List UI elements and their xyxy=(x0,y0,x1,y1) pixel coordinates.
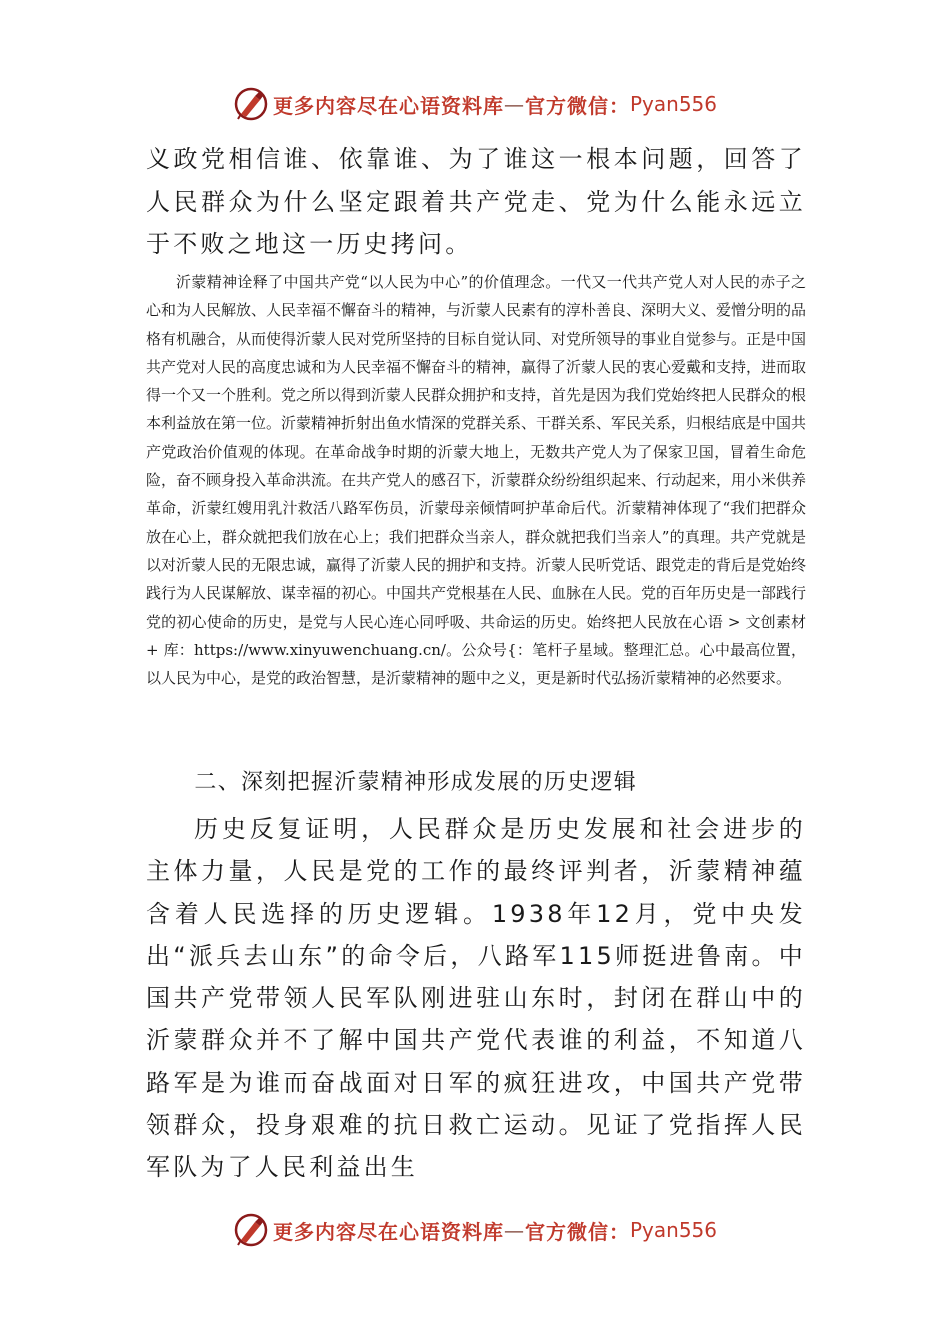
section-heading xyxy=(146,763,806,803)
banner-wechat-id: Pyan556 xyxy=(629,1218,717,1242)
section-heading-text: 二、深刻把握沂蒙精神形成发展的历史逻辑 xyxy=(194,770,638,795)
paragraph-1-text: 义政党相信谁、依靠谁、为了谁这一根本问题，回答了人民群众为什么坚定跟着共产党走、党为什么能永远立于不败之地这一历史拷问。 xyxy=(146,145,806,258)
pen-nib-logo-icon xyxy=(233,86,269,122)
paragraph-3-text: 历史反复证明，人民群众是历史发展和社会进步的主体力量，人民是党的工作的最终评判者，沂蒙精神蕴含着人民选择的历史逻辑。1938年12月，党中央发出“派兵去山东”的命令后，八路军115师挺进鲁南。中国共产党带领人民军队刚进驻山东时，封闭在群山中的沂蒙群众并不了解中国共产党代表谁的利益，不知道八路军是为谁而奋战面对日军的疯狂进攻，中国共产党带领群众，投身艰难的抗日救亡运动。见证了党指挥人民军队为了人民利益出生 xyxy=(146,815,806,1182)
banner-brand-text: 更多内容尽在心语资料库 xyxy=(272,1219,504,1244)
footer-banner xyxy=(0,1210,950,1250)
banner-separator: — xyxy=(503,92,525,116)
banner-wechat-label: 官方微信： xyxy=(524,1219,630,1244)
paragraph-body-small xyxy=(146,268,806,692)
paragraph-2-text: 沂蒙精神诠释了中国共产党“以人民为中心”的价值理念。一代又一代共产党人对人民的赤子之心和为人民解放、人民幸福不懈奋斗的精神，与沂蒙人民素有的淳朴善良、深明大义、爱憎分明的品格有机融合，从而使得沂蒙人民对党所坚持的目标自觉认同、对党所领导的事业自觉参与。正是中国共产党对人民的高度忠诚和为人民幸福不懈奋斗的精神，赢得了沂蒙人民的衷心爱戴和支持，进而取得一个又一个胜利。党之所以得到沂蒙人民群众拥护和支持，首先是因为我们党始终把人民群众的根本利益放在第一位。沂蒙精神折射出鱼水情深的党群关系、干群关系、军民关系，归根结底是中国共产党政治价值观的体现。在革命战争时期的沂蒙大地上，无数共产党人为了保家卫国，冒着生命危险，奋不顾身投入革命洪流。在共产党人的感召下，沂蒙群众纷纷组织起来、行动起来，用小米供养革命，沂蒙红嫂用乳汁救活八路军伤员，沂蒙母亲倾情呵护革命后代。沂蒙精神体现了“我们把群众放在心上，群众就把我们放在心上；我们把群众当亲人，群众就把我们当亲人”的真理。共产党就是以对沂蒙人民的无限忠诚，赢得了沂蒙人民的拥护和支持。沂蒙人民听党话、跟党走的背后是党始终践行为人民谋解放、谋幸福的初心。中国共产党根基在人民、血脉在人民。党的百年历史是一部践行党的初心使命的历史，是党与人民心连心同呼吸、共命运的历史。始终把人民放在心语 > 文创素材 + 库：https://www.xinyuwenchuang.cn/。公众号{：笔杆子星域。整理汇总。心中最高位置，以人民为中心，是党的政治智慧，是沂蒙精神的题中之义，更是新时代弘扬沂蒙精神的必然要求。 xyxy=(146,273,807,688)
header-banner xyxy=(0,84,950,124)
paragraph-body-large xyxy=(146,808,806,1189)
banner-wechat-label: 官方微信： xyxy=(524,93,630,118)
pen-nib-logo-icon xyxy=(233,1212,269,1248)
paragraph-continuation xyxy=(146,138,806,266)
banner-brand-text: 更多内容尽在心语资料库 xyxy=(272,93,504,118)
banner-wechat-id: Pyan556 xyxy=(629,92,717,116)
banner-separator: — xyxy=(503,1218,525,1242)
